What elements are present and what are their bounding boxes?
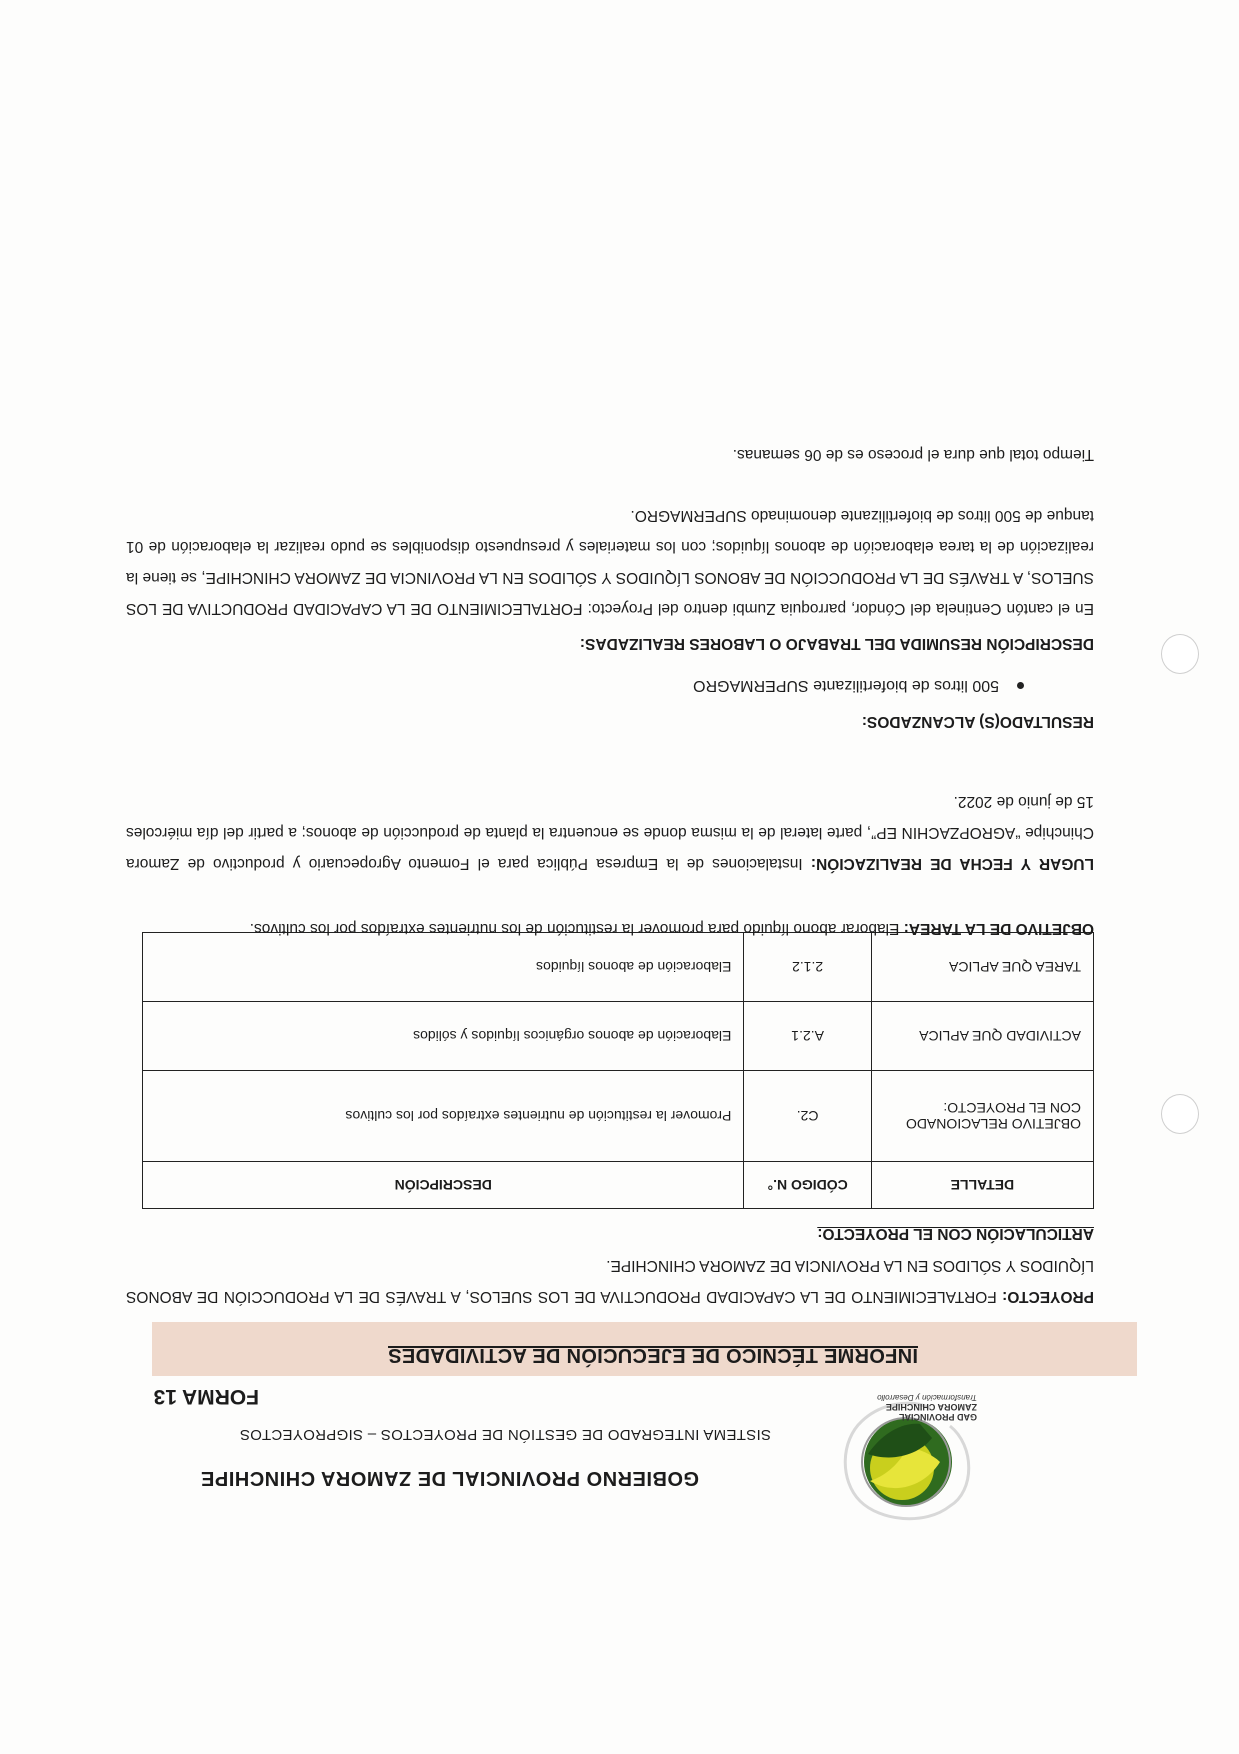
descripcion-label: DESCRIPCIÓN RESUMIDA DEL TRABAJO O LABORES REALIZADAS: <box>579 635 1094 652</box>
row-descripcion: Promover la restitución de nutrientes extraídos por los cultivos <box>143 1071 744 1162</box>
descripcion-closing: Tiempo total que dura el proceso es de 06 semanas. <box>732 446 1094 463</box>
table-row <box>143 1002 1094 1071</box>
row-codigo: 2.1.2 <box>744 933 871 1002</box>
articulacion-table <box>142 932 1094 1209</box>
resultados-label: RESULTADO(S) ALCANZADOS: <box>861 713 1094 730</box>
table-row <box>143 1071 1094 1162</box>
row-detalle: OBJETIVO RELACIONADO CON EL PROYECTO: <box>871 1071 1093 1162</box>
proyecto-label: PROYECTO: <box>1002 1288 1094 1305</box>
row-codigo: C2. <box>744 1071 871 1162</box>
objetivo-text: Elaborar abono líquido para promover la restitución de los nutrientes extraídos por los cultivos. <box>249 920 900 937</box>
proyecto-paragraph <box>126 1250 1094 1312</box>
row-codigo: A.2.1 <box>744 1002 871 1071</box>
punch-hole <box>1161 634 1199 674</box>
bullet-icon <box>1017 682 1024 689</box>
row-descripcion: Elaboración de abonos orgánicos líquidos y sólidos <box>143 1002 744 1071</box>
resultado-text: 500 litros de biofertilizante SUPERMAGRO <box>693 677 999 694</box>
articulacion-label: ARTICULACIÓN CON EL PROYECTO: <box>817 1225 1094 1242</box>
header-codigo: CÓDIGO N.° <box>744 1162 871 1209</box>
row-detalle: ACTIVIDAD QUE APLICA <box>871 1002 1093 1071</box>
objetivo-paragraph <box>126 913 1094 944</box>
row-detalle: TAREA QUE APLICA <box>871 933 1093 1002</box>
punch-hole <box>1161 1094 1199 1134</box>
logo-caption-text: GAD PROVINCIAL ZAMORA CHINCHIPE <box>885 1402 977 1422</box>
lugar-paragraph <box>126 786 1094 879</box>
lugar-label: LUGAR Y FECHA DE REALIZACIÓN: <box>810 855 1094 872</box>
report-title: INFORME TÉCNICO DE EJECUCIÓN DE ACTIVIDADES <box>388 1344 918 1366</box>
table-header-row <box>143 1162 1094 1209</box>
header-descripcion: DESCRIPCIÓN <box>143 1162 744 1209</box>
proyecto-text: FORTALECIMIENTO DE LA CAPACIDAD PRODUCTIVA DE LOS SUELOS, A TRAVÉS DE LA PRODUCCIÓN DE ABONOS LÍQUIDOS Y SÓLIDOS EN LA PROVINCIA DE ZAMORA CHINCHIPE. <box>126 1257 1094 1305</box>
descripcion-text: En el cantón Centinela del Cóndor, parroquia Zumbi dentro del Proyecto: FORTALECIMIENTO DE LA CAPACIDAD PRODUCTIVA DE LOS SUELOS, A TRAVÉS DE LA PRODUCCIÓN DE ABONOS LÍQUIDOS Y SÓLIDOS EN LA PROVINCIA DE ZAMORA CHINCHIPE, se tiene la realización de la tarea elaboración de abonos líquidos; con los materiales y presupuesto disponibles se pudo realizar la elaboración de 01 tanque de 500 litros de biofertilizante denominado SUPERMAGRO. <box>126 507 1094 617</box>
logo-caption <box>867 1392 977 1422</box>
objetivo-label: OBJETIVO DE LA TAREA: <box>903 920 1094 937</box>
logo-tagline: Transformación y Desarrollo <box>877 1393 977 1402</box>
system-title: SISTEMA INTEGRADO DE GESTIÓN DE PROYECTOS – SIGPROYECTOS <box>239 1426 771 1443</box>
row-descripcion: Elaboración de abonos líquidos <box>143 933 744 1002</box>
resultados-list-item <box>693 676 1024 694</box>
form-number: FORMA 13 <box>153 1385 259 1408</box>
org-title: GOBIERNO PROVINCIAL DE ZAMORA CHINCHIPE <box>200 1467 699 1489</box>
header-detalle: DETALLE <box>871 1162 1093 1209</box>
lugar-text: Instalaciones de la Empresa Pública para el Fomento Agropecuario y productivo de Zamora Chinchipe “AGROPZACHIN EP”, parte lateral de la misma donde se encuentra la planta de producción de abonos; a partir del día miércoles 15 de junio de 2022. <box>126 793 1094 872</box>
